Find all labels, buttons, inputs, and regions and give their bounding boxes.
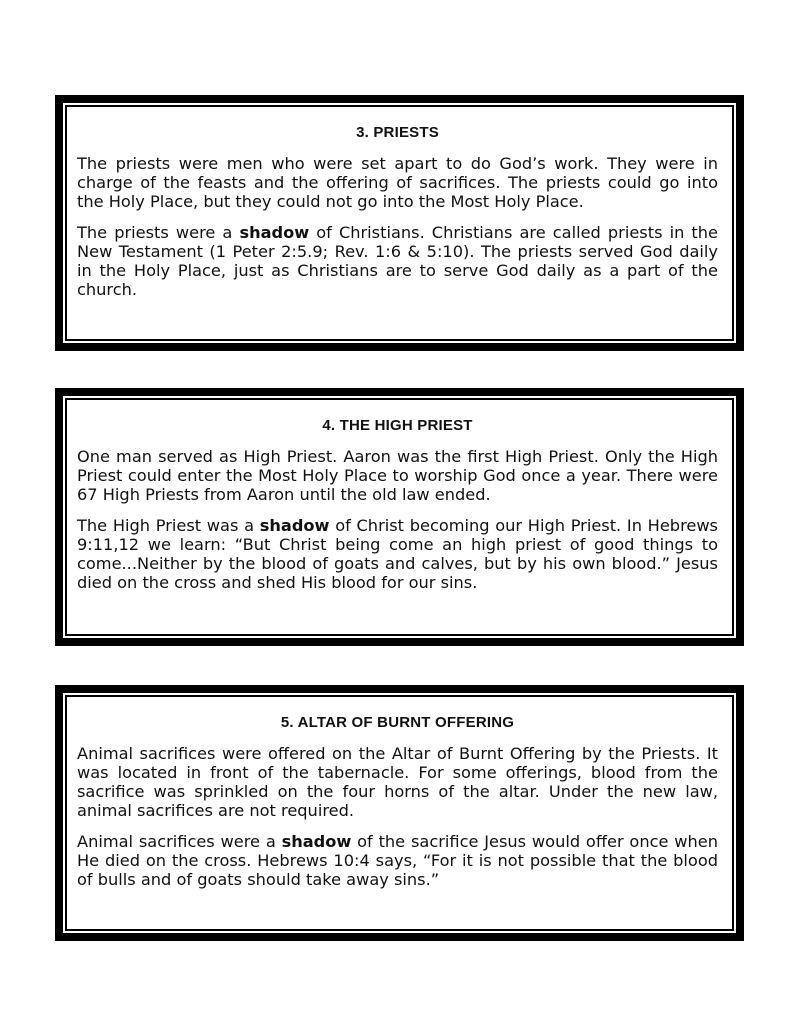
card-content <box>65 105 734 341</box>
card-paragraph <box>77 744 718 820</box>
card-title: 4. THE HIGH PRIEST <box>322 417 473 434</box>
card-high-priest <box>55 388 744 646</box>
paragraph-text: One man served as High Priest. Aaron was the first High Priest. Only the High Priest could enter the Most Holy Place to worship God once a year. There were 67 High Priests from Aaron until the old law ended. <box>77 447 718 504</box>
card-paragraph <box>77 832 718 889</box>
card-title: 5. ALTAR OF BURNT OFFERING <box>280 714 515 731</box>
card-priests <box>55 95 744 351</box>
card-paragraph <box>77 516 718 592</box>
paragraph-text: Animal sacrifices were offered on the Altar of Burnt Offering by the Priests. It was located in front of the tabernacle. For some offerings, blood from the sacrifice was sprinkled on the four horns of the altar. Under the new law, animal sacrifices are not required. <box>77 744 718 820</box>
card-altar-of-burnt-offering <box>55 685 744 941</box>
card-border-gap <box>63 103 736 343</box>
card-paragraph <box>77 223 718 299</box>
card-content <box>65 398 734 636</box>
paragraph-text: The priests were men who were set apart to do God’s work. They were in charge of the feasts and the offering of sacrifices. The priests could go into the Holy Place, but they could not go into the Most Holy Place. <box>77 154 718 211</box>
card-border-gap <box>63 396 736 638</box>
paragraph-bold: shadow <box>281 832 352 851</box>
card-paragraph <box>77 447 718 504</box>
paragraph-text: of Christians. Christians are called priests in the New Testament (1 Peter 2:5.9; Rev. 1:6 & 5:10). The priests served God daily in the Holy Place, just as Christians are to serve God daily as a part of the church. <box>77 223 718 299</box>
paragraph-bold: shadow <box>259 516 330 535</box>
paragraph-text: The priests were a <box>77 223 240 242</box>
paragraph-text: The High Priest was a <box>77 516 260 535</box>
paragraph-bold: shadow <box>239 223 310 242</box>
card-border-gap <box>63 693 736 933</box>
card-paragraph <box>77 154 718 211</box>
paragraph-text: of the sacrifice Jesus would offer once when He died on the cross. Hebrews 10:4 says, “For it is not possible that the blood of bulls and of goats should take away sins.” <box>77 832 718 889</box>
card-title: 3. PRIESTS <box>356 124 439 141</box>
paragraph-text: of Christ becoming our High Priest. In Hebrews 9:11,12 we learn: “But Christ being come an high priest of good things to come...Neither by the blood of goats and calves, but by his own blood.” Jesus died on the cross and shed His blood for our sins. <box>77 516 718 592</box>
paragraph-text: Animal sacrifices were a <box>77 832 282 851</box>
card-content <box>65 695 734 931</box>
